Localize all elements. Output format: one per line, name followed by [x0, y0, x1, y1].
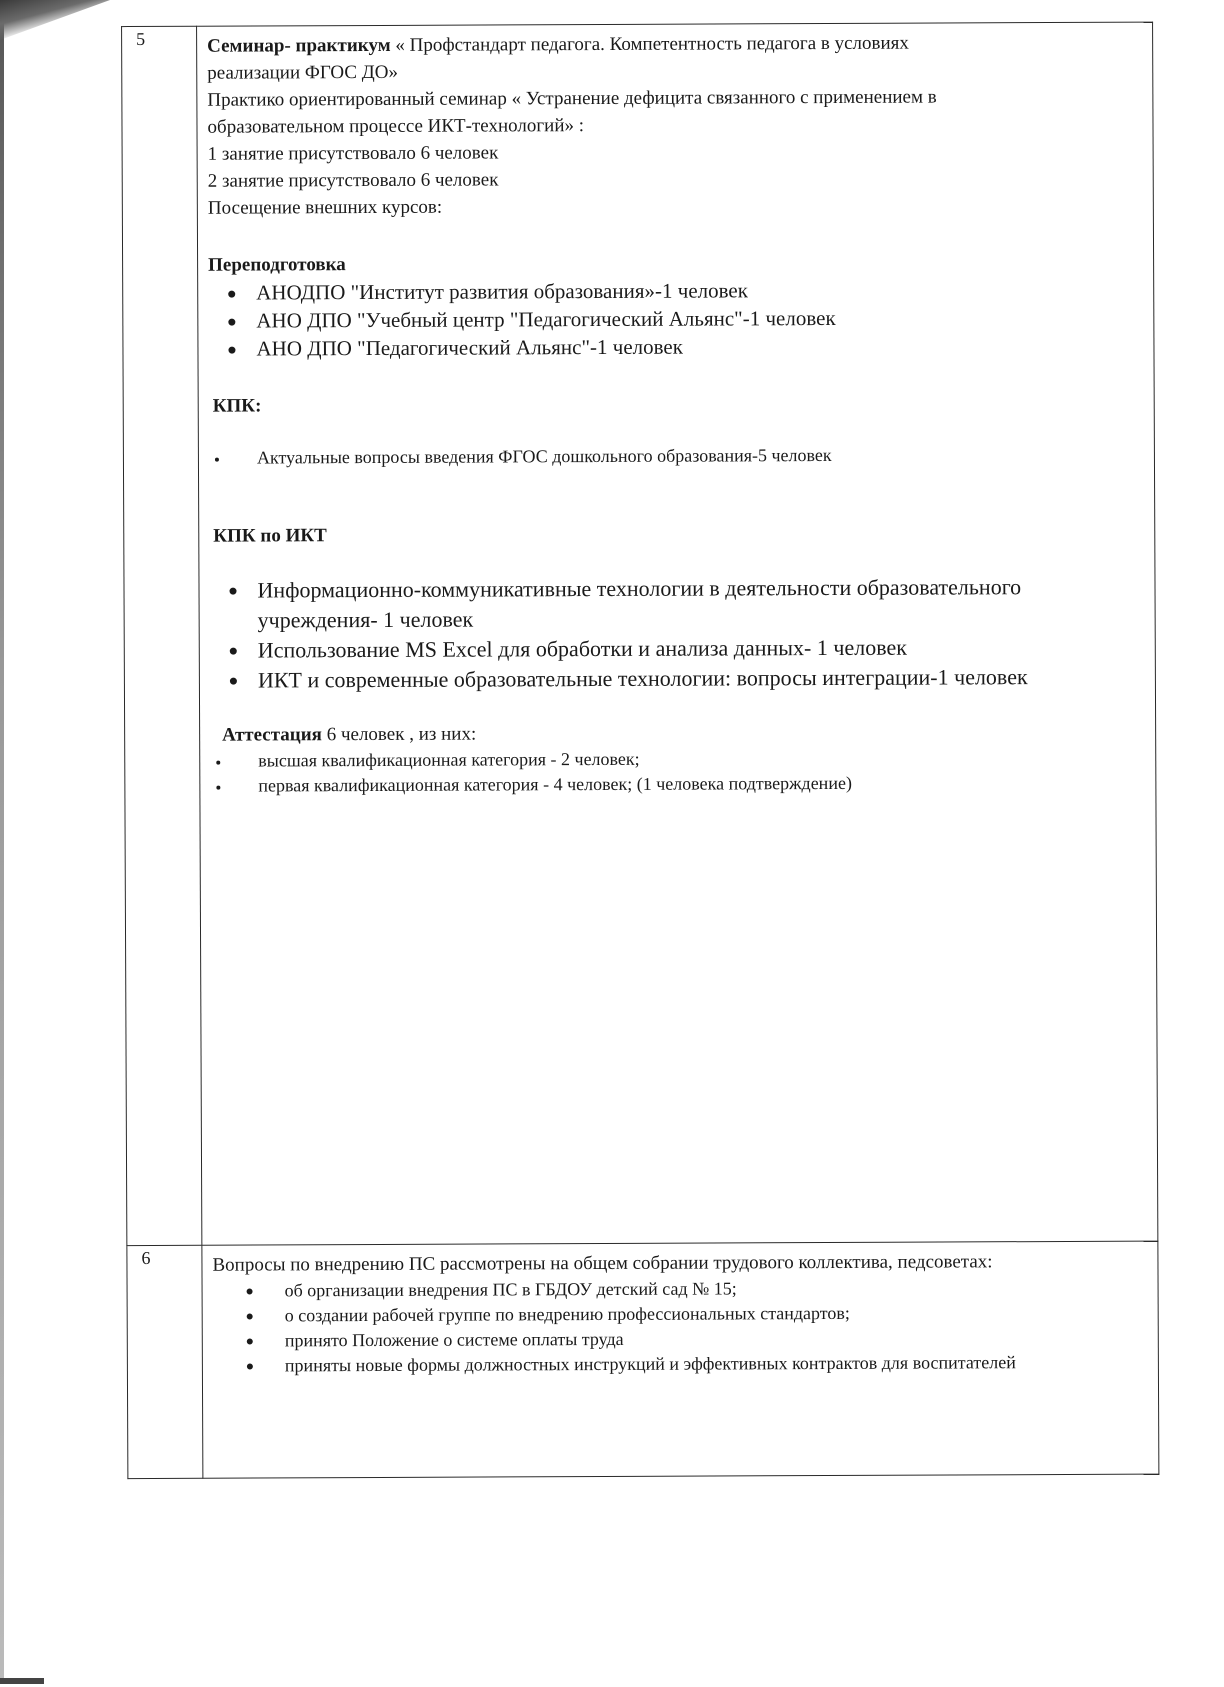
list-item: об организации внедрения ПС в ГБДОУ детский сад № 15; [243, 1275, 1148, 1304]
list-item: приняты новые формы должностных инструкций и эффективных контрактов для воспитателей [243, 1350, 1148, 1379]
retraining-heading: Переподготовка [208, 254, 346, 276]
list-item: о создании рабочей группе по внедрению профессиональных стандартов; [243, 1300, 1148, 1329]
seminar-title-bold: Семинар- практикум [207, 34, 391, 57]
list-item: Актуальные вопросы введения ФГОС дошкольного образования-5 человек [211, 442, 1144, 471]
report-table [121, 22, 1159, 1479]
table-row [122, 22, 1158, 1245]
attestation-bold: Аттестация [222, 724, 322, 746]
row-content [197, 22, 1158, 1245]
seminar-title [207, 29, 1142, 60]
external-courses-label: Посещение внешних курсов: [207, 196, 443, 219]
attendance-line-1: 1 занятие присутствовало 6 человек [207, 142, 499, 165]
row-number: 5 [122, 26, 202, 1245]
list-item: ИКТ и современные образовательные технологии: вопросы интеграции-1 человек [226, 662, 1145, 696]
list-item: АНОДПО "Институт развития образования»-1 человек [224, 275, 1143, 307]
practice-seminar-line2: образовательном процессе ИКТ-технологий» : [207, 115, 585, 138]
list-item: принято Положение о системе оплаты труда [243, 1325, 1148, 1354]
ps-list [213, 1275, 1148, 1379]
list-item: первая квалификационная категория - 4 человек; (1 человека подтверждение) [212, 770, 1145, 799]
kpk-heading: КПК: [212, 395, 262, 417]
list-item: Информационно-коммуникативные технологии в деятельности образовательного учреждения- 1 человек [225, 572, 1144, 636]
row-number: 6 [127, 1245, 203, 1478]
seminar-title-line2: реализации ФГОС ДО» [207, 61, 398, 84]
list-item: АНО ДПО "Учебный центр "Педагогический Альянс"-1 человек [224, 303, 1143, 335]
kpk-list [209, 442, 1144, 471]
attestation-rest: 6 человек , из них: [321, 723, 477, 746]
list-item: АНО ДПО "Педагогический Альянс"-1 человек [224, 331, 1143, 363]
row-content [202, 1241, 1159, 1478]
practice-seminar-line1: Практико ориентированный семинар « Устранение дефицита связанного с применением в [207, 86, 937, 111]
kpk-ikt-heading: КПК по ИКТ [213, 525, 327, 547]
kpk-ikt-list [209, 572, 1145, 696]
attestation-line [210, 718, 1145, 749]
retraining-list [208, 275, 1143, 363]
list-item: высшая квалификационная категория - 2 человек; [212, 745, 1145, 774]
seminar-title-rest: « Профстандарт педагога. Компетентность педагога в условиях [390, 32, 909, 56]
attendance-line-2: 2 занятие присутствовало 6 человек [207, 169, 499, 192]
list-item: Использование MS Excel для обработки и анализа данных- 1 человек [226, 632, 1145, 666]
table-row [127, 1241, 1159, 1478]
attestation-list [210, 745, 1145, 799]
ps-intro: Вопросы по внедрению ПС рассмотрены на общем собрании трудового коллектива, педсоветах: [212, 1251, 993, 1276]
